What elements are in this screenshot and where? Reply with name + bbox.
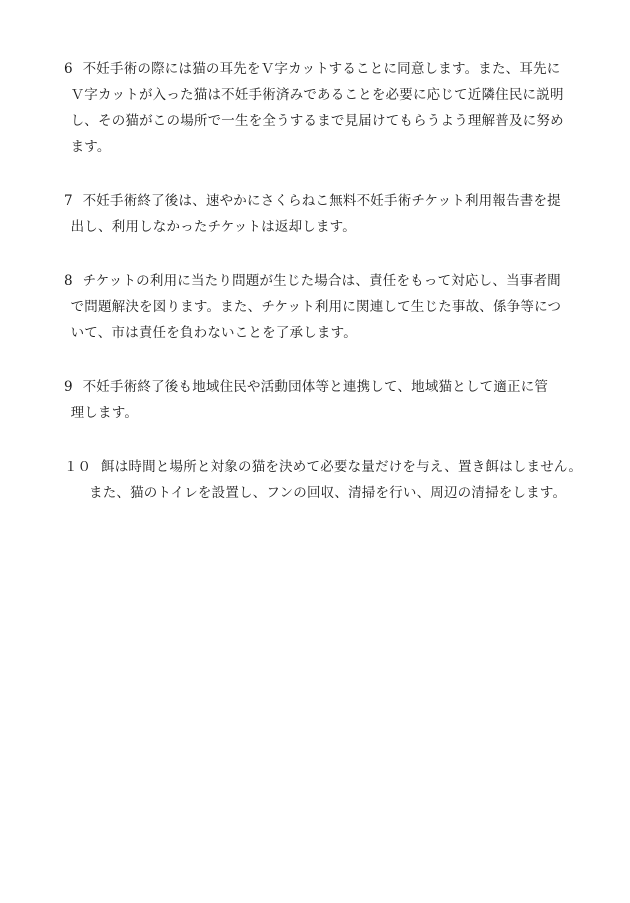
clause-text: [70, 56, 584, 160]
clause-list: [64, 56, 584, 534]
clause-line: 不妊手術の際には猫の耳先をＶ字カットすることに同意します。また、耳先に: [82, 61, 561, 77]
clause-number: 8: [64, 273, 73, 289]
clause-line: いて、市は責任を負わないことを了承します。: [70, 325, 357, 341]
clause-text: [70, 268, 584, 346]
clause-text: [89, 454, 584, 506]
clause-number: 7: [64, 193, 73, 209]
clause-8: [64, 268, 584, 346]
clause-line: また、猫のトイレを設置し、フンの回収、清掃を行い、周辺の清掃をします。: [89, 485, 567, 501]
clause-7: [64, 188, 584, 240]
clause-line: ます。: [70, 139, 111, 155]
clause-9: [64, 374, 584, 426]
clause-line: 餌は時間と場所と対象の猫を決めて必要な量だけを与え、置き餌はしません。: [101, 459, 583, 475]
clause-6: [64, 56, 584, 160]
clause-line: チケットの利用に当たり問題が生じた場合は、責任をもって対応し、当事者間: [82, 273, 561, 289]
clause-line: Ｖ字カットが入った猫は不妊手術済みであることを必要に応じて近隣住民に説明: [70, 87, 564, 103]
clause-number: １０: [64, 459, 91, 475]
clause-line: し、その猫がこの場所で一生を全うするまで見届けてもらうよう理解普及に努め: [70, 113, 564, 129]
clause-line: 不妊手術終了後は、速やかにさくらねこ無料不妊手術チケット利用報告書を提: [82, 193, 561, 209]
clause-number: 9: [64, 379, 73, 395]
clause-text: [70, 374, 584, 426]
clause-10: [64, 454, 584, 506]
clause-line: で問題解決を図ります。また、チケット利用に関連して生じた事故、係争等につ: [70, 299, 562, 315]
clause-text: [70, 188, 584, 240]
clause-line: 出し、利用しなかったチケットは返却します。: [70, 219, 356, 235]
clause-line: 理します。: [70, 405, 139, 421]
clause-line: 不妊手術終了後も地域住民や活動団体等と連携して、地域猫として適正に管: [82, 379, 549, 395]
clause-number: 6: [64, 61, 73, 77]
